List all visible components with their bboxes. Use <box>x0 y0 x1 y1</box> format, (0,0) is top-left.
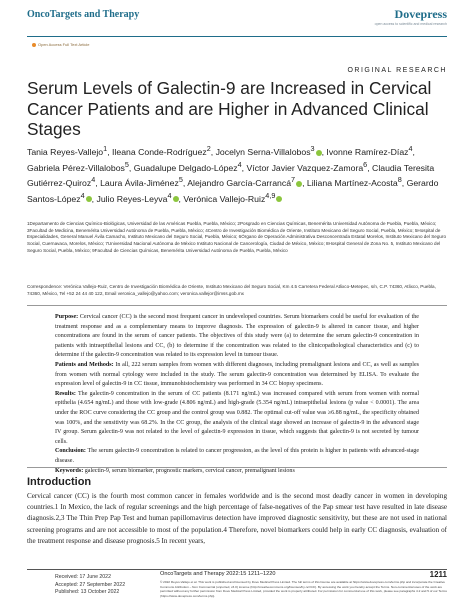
results-text: The galectin-9 concentration in the serum of CC patients (8.171 ng/mL) was increased compared with serum from women with normal epithelia (4.654 ng/mL) and those with low-grade (4.806 ng/mL) and high-grade (5.354 ng/mL) intraepithelial lesions (p value < 0.0001). The area under the ROC curve considering the CC group and the control group was 0.882. The optimal cut-off value was ≥6.88 ng/mL, the specificity obtained was 100%, and the sensitivity was 68.2%. In the CC group, the analysis of the clinical stage showed an increase of galectin-9 in the advanced stage IV group. Serum galectin-9 was not related to the level of galectin-9 expression in tissue, which suggests that galectin-9 is not secreted by tumour cells. <box>55 390 419 445</box>
results-label: Results: <box>55 390 76 397</box>
author-name[interactable]: Laura Ávila-Jiménez <box>100 178 179 189</box>
orcid-icon[interactable] <box>296 181 302 187</box>
author-name[interactable]: Jocelyn Serna-Villalobos <box>215 146 311 157</box>
abstract-divider-bottom <box>27 467 447 468</box>
author-name[interactable]: Gabriela Pérez-Villalobos <box>27 162 125 173</box>
orcid-icon[interactable] <box>316 150 322 156</box>
author-name[interactable]: Alejandro García-Carrancá <box>187 178 292 189</box>
author-name[interactable]: Tania Reyes-Vallejo <box>27 146 104 157</box>
author-name[interactable]: Julio Reyes-Leyva <box>96 193 168 204</box>
published-date: Published: 13 October 2022 <box>55 589 120 595</box>
header-divider <box>27 36 447 37</box>
open-access-label <box>32 42 90 47</box>
publisher-tagline: open access to scientific and medical research <box>374 22 447 26</box>
conclusion-label: Conclusion: <box>55 448 86 455</box>
author-name[interactable]: Víctor Javier Vazquez-Zamora <box>246 162 364 173</box>
abstract-purpose <box>55 313 419 361</box>
author-name[interactable]: Verónica Vallejo-Ruiz <box>183 193 266 204</box>
introduction-paragraph: Cervical cancer (CC) is the fourth most common cancer in females worldwide and is the second most deadly cancer in women in developing countries.1 In Mexico, the lack of regular screenings and the high percentage of false-negatives of the Pap smear test have resulted in late disease diagnosis.2,3 The Thin Prep Pap Test and human papillomavirus detection have improved diagnostic sensitivity, but these are not used in national screening programs and are not accessible to most of the population.4 Therefore, novel biomarkers could help in early CC diagnosis, evaluation of the treatment response and disease prognosis.5 In recent years, <box>27 492 447 545</box>
introduction-text <box>27 491 447 547</box>
license-text[interactable]: © 2022 Reyes-Vallejo et al. This work is published and licensed by Dove Medical Press Limited. The full terms of this license are available at https://www.dovepress.com/terms.php and incorporate the Creative Commons Attribution – Non Commercial (unported, v3.0) License (http://creativecommons.org/licenses/by-nc/3.0/). By accessing the work you hereby accept the Terms. Non-commercial uses of the work are permitted without any further permission from Dove Medical Press Limited, provided the work is properly attributed. For permission for commercial use of this work, please see paragraphs 4.2 and 5 of our Terms (https://www.dovepress.com/terms.php). <box>160 580 447 598</box>
open-access-text: Open Access Full Text Article <box>38 42 90 47</box>
abstract-methods <box>55 361 419 390</box>
author-name[interactable]: Liliana Martínez-Acosta <box>306 178 398 189</box>
footer-divider <box>27 569 447 570</box>
purpose-label: Purpose: <box>55 314 79 320</box>
methods-label: Patients and Methods: <box>55 361 114 368</box>
abstract-results <box>55 390 419 448</box>
footer-citation[interactable]: OncoTargets and Therapy 2022:15 1211–1220 <box>160 571 276 577</box>
author-name[interactable]: Ileana Conde-Rodríguez <box>112 146 207 157</box>
open-access-icon <box>32 43 36 47</box>
keywords-text: galectin-9, serum biomarker, prognostic markers, cervical cancer, premalignant lesions <box>84 467 295 474</box>
article-type: ORIGINAL RESEARCH <box>347 67 447 74</box>
author-name[interactable]: Gerardo Santos-López <box>27 178 439 204</box>
purpose-text: Cervical cancer (CC) is the second most frequent cancer in undeveloped countries. Serum biomarkers could be useful for evaluation of the treatment response and as a complementary means to improve diagnosis. The expression of galectin-9 is altered in cancer tissue, and higher concentrations are found in the serum of cancer patients. The objectives of this study were (a) to determine the serum galectin-9 concentration in patients with intraepithelial lesions and CC, (b) to determine if the concentration was related to the clinicopathological characteristics and (c) to determine if the galectin-9 concentration was related to its expression level in tumour tissue. <box>55 314 419 359</box>
correspondence[interactable]: Correspondence: Verónica Vallejo-Ruiz, Centro de Investigación Biomédica de Oriente, Instituto Mexicano del Seguro Social, Km 4.5 Carretera Federal Atlixco-Metepec, s/n, C.P. 74360, Atlixco, Puebla, 74360, México, Tel +52 24 44 40 122, Email veronica_vallejo@yahoo.com; veronica.vallejor@imss.gob.mx <box>27 284 436 296</box>
author-name[interactable]: Claudia Teresita Gutiérrez-Quiroz <box>27 162 435 189</box>
journal-name[interactable]: OncoTargets and Therapy <box>27 9 140 20</box>
publication-dates <box>55 574 125 597</box>
accepted-date: Accepted: 27 September 2022 <box>55 581 126 588</box>
page-number: 1211 <box>429 570 447 579</box>
publisher-name: Dovepress <box>394 7 447 21</box>
abstract-divider-top <box>27 305 447 306</box>
abstract-conclusion <box>55 447 419 466</box>
abstract <box>55 313 419 476</box>
article-title: Serum Levels of Galectin-9 are Increased in Cervical Cancer Patients and are Higher in Advanced Clinical Stages <box>27 78 432 140</box>
keywords-label: Keywords: <box>55 467 84 474</box>
author-list: Tania Reyes-Vallejo$^1$, Ileana Conde-Rodríguez$^2$, Jocelyn Serna-Villalobos$^3$ , Ivonne Ramírez-Díaz$^4$, Gabriela Pérez-Villalobos$^5$, Guadalupe Delgado-López$^4$, Víctor Javier Vazquez-Zamora$^6$, Claudia Teresita Gutiérrez-Quiroz$^4$, Laura Ávila-Jiménez$^5$, Alejandro García-Carrancá$^7$ , Liliana Martínez-Acosta$^8$, Gerardo Santos-López$^4$ , Julio Reyes-Leyva$^4$ , Verónica Vallejo-Ruiz$^{4,9}$ <box>27 144 439 204</box>
orcid-icon[interactable] <box>276 196 282 202</box>
author-name[interactable]: Ivonne Ramírez-Díaz <box>326 146 409 157</box>
orcid-icon[interactable] <box>86 196 92 202</box>
methods-text: In all, 222 serum samples from women with different diagnoses, including premalignant lesions and CC, as well as samples from women with normal cytology were included in the study. The serum galectin-9 concentration was determined by ELISA. To evaluate the expression level of galectin-9 in CC tissue, immunohistochemistry was performed in 34 CC biopsy specimens. <box>55 361 420 388</box>
author-name[interactable]: Guadalupe Delgado-López <box>133 162 238 173</box>
publisher-logo[interactable] <box>395 7 447 22</box>
conclusion-text: The serum galectin-9 concentration is related to cancer progression, as the level of this protein is higher in patients with advanced-stage disease. <box>55 448 419 464</box>
received-date: Received: 17 June 2022 <box>55 574 111 580</box>
introduction-heading: Introduction <box>27 476 92 488</box>
orcid-icon[interactable] <box>173 196 179 202</box>
page-header <box>27 9 447 37</box>
affiliations: 1Departamento de Ciencias Químico-Biológicas, Universidad de las Américas Puebla, Puebla, México; 2Posgrado en Ciencias Químicas, Benemérita Universidad Autónoma de Puebla, Puebla, México; 3Facultad de Medicina, Benemérita Universidad Autónoma de Puebla, Puebla, México; 4Centro de Investigación Biomédica de Oriente, Instituto Mexicano del Seguro Social, Puebla, México; 5Hospital de Especialidades, General Manuel Ávila Camacho, Instituto Mexicano del Seguro Social, Puebla, México; 6Órgano de Operación Administrativa Desconcentrada Estatal Morelos, Instituto Mexicano del Seguro Social, Cuernavaca, Morelos, México; 7Universidad Nacional Autónoma de México Instituto Nacional de Cancerología, Ciudad de México, México; 8Hospital General de Zona No. 5, Instituto Mexicano del Seguro Social, Puebla, México; 9Facultad de Ciencias Químicas, Benemérita Universidad Autónoma de Puebla, Puebla, México <box>27 221 447 253</box>
